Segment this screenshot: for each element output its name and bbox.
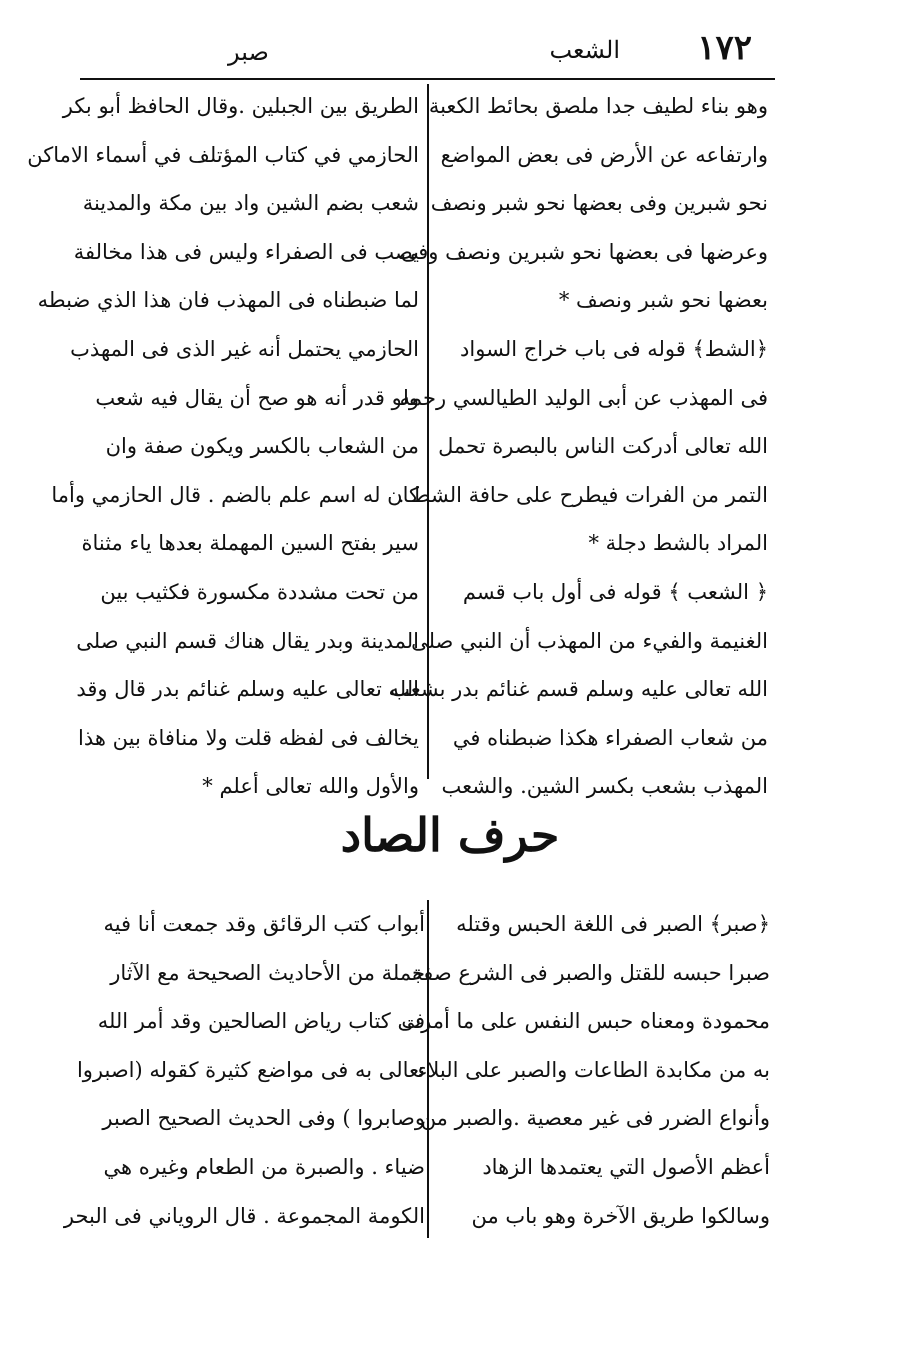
text-line: الحازمي في كتاب المؤتلف في أسماء الاماكن xyxy=(27,142,419,167)
text-line: الله تعالى عليه وسلم غنائم بدر قال وقد xyxy=(76,677,419,702)
text-line: الغنيمة والفيء من المهذب أن النبي صلى xyxy=(411,628,768,653)
text-line: المراد بالشط دجلة * xyxy=(588,531,768,556)
text-line: فى المهذب عن أبى الوليد الطيالسي رحمه xyxy=(399,385,768,410)
text-line: والأول والله تعالى أعلم * xyxy=(202,774,419,799)
text-line: ﴿الشط﴾ قوله فى باب خراج السواد xyxy=(460,336,768,361)
text-line: من الشعاب بالكسر ويكون صفة وان xyxy=(105,434,419,459)
running-head-left: صبر xyxy=(228,38,269,66)
bottom-left-column xyxy=(63,900,425,1250)
column-divider xyxy=(427,900,429,1238)
text-line: أبواب كتب الرقائق وقد جمعت أنا فيه xyxy=(103,912,425,936)
text-line: ﴿صبر﴾ الصبر فى اللغة الحبس وقتله xyxy=(456,912,770,936)
text-line: وارتفاعه عن الأرض فى بعض المواضع xyxy=(440,142,768,167)
column-divider xyxy=(427,84,429,779)
text-line: من شعاب الصفراء هكذا ضبطناه في xyxy=(452,725,768,750)
text-line: ولو قدر أنه هو صح أن يقال فيه شعب xyxy=(95,385,419,410)
text-line: جملة من الأحاديث الصحيحة مع الآثار xyxy=(110,960,425,985)
header-rule xyxy=(80,78,775,80)
page-header xyxy=(80,28,780,78)
text-line: الكومة المجموعة . قال الروياني فى البحر xyxy=(63,1203,425,1228)
bottom-right-column xyxy=(401,900,770,1250)
text-line: يخالف فى لفظه قلت ولا منافاة بين هذا xyxy=(78,725,419,750)
text-line: أعظم الأصول التي يعتمدها الزهاد xyxy=(482,1154,770,1179)
text-line: ﴿ الشعب ﴾ قوله فى أول باب قسم xyxy=(462,579,768,604)
top-left-column xyxy=(27,82,419,799)
text-line: التمر من الفرات فيطرح على حافة الشط . xyxy=(397,482,768,507)
text-line: لما ضبطناه فى المهذب فان هذا الذي ضبطه xyxy=(37,288,419,313)
text-line: به من مكابدة الطاعات والصبر على البلاء xyxy=(417,1057,770,1082)
text-line: تعالى به فى مواضع كثيرة كقوله (اصبروا xyxy=(76,1057,425,1082)
text-line: الله تعالى أدركت الناس بالبصرة تحمل xyxy=(438,434,768,459)
text-line: الطريق بين الجبلين .وقال الحافظ أبو بكر xyxy=(62,94,419,118)
text-line: الحازمي يحتمل أنه غير الذى فى المهذب xyxy=(70,336,419,361)
text-line: محمودة ومعناه حبس النفس على ما أمرت xyxy=(401,1009,770,1034)
section-heading: حرف الصاد xyxy=(340,808,560,862)
text-line: بعضها نحو شبر ونصف * xyxy=(558,288,768,313)
text-line: يصب فى الصفراء وليس فى هذا مخالفة xyxy=(73,239,419,264)
text-line: الله تعالى عليه وسلم قسم غنائم بدر بشعب xyxy=(390,677,768,702)
text-line: وهو بناء لطيف جدا ملصق بحائط الكعبة xyxy=(428,94,768,118)
page-number: ١٧٢ xyxy=(697,28,752,68)
text-line: فى كتاب رياض الصالحين وقد أمر الله xyxy=(97,1009,425,1034)
text-line: صبرا حبسه للقتل والصبر فى الشرع صفة xyxy=(411,960,770,985)
top-right-column xyxy=(390,82,768,799)
text-line: المدينة وبدر يقال هناك قسم النبي صلى xyxy=(76,628,419,653)
text-line: وعرضها فى بعضها نحو شبرين ونصف وفى xyxy=(400,239,768,264)
text-line: شعب بضم الشين واد بين مكة والمدينة xyxy=(82,191,419,216)
text-line: وأنواع الضرر فى غير معصية .والصبر من xyxy=(420,1106,770,1131)
text-line: ضياء . والصبرة من الطعام وغيره هي xyxy=(103,1154,425,1179)
text-line: سير بفتح السين المهملة بعدها ياء مثناة xyxy=(81,531,419,556)
text-line: وصابروا ) وفى الحديث الصحيح الصبر xyxy=(102,1106,425,1131)
running-head-right: الشعب xyxy=(549,36,620,64)
text-line: من تحت مشددة مكسورة فكثيب بين xyxy=(100,579,419,604)
text-line: كان له اسم علم بالضم . قال الحازمي وأما xyxy=(51,482,419,507)
text-line: نحو شبرين وفى بعضها نحو شبر ونصف xyxy=(430,191,768,216)
text-line: المهذب بشعب بكسر الشين. والشعب xyxy=(441,774,768,799)
text-line: وسالكوا طريق الآخرة وهو باب من xyxy=(471,1203,770,1228)
